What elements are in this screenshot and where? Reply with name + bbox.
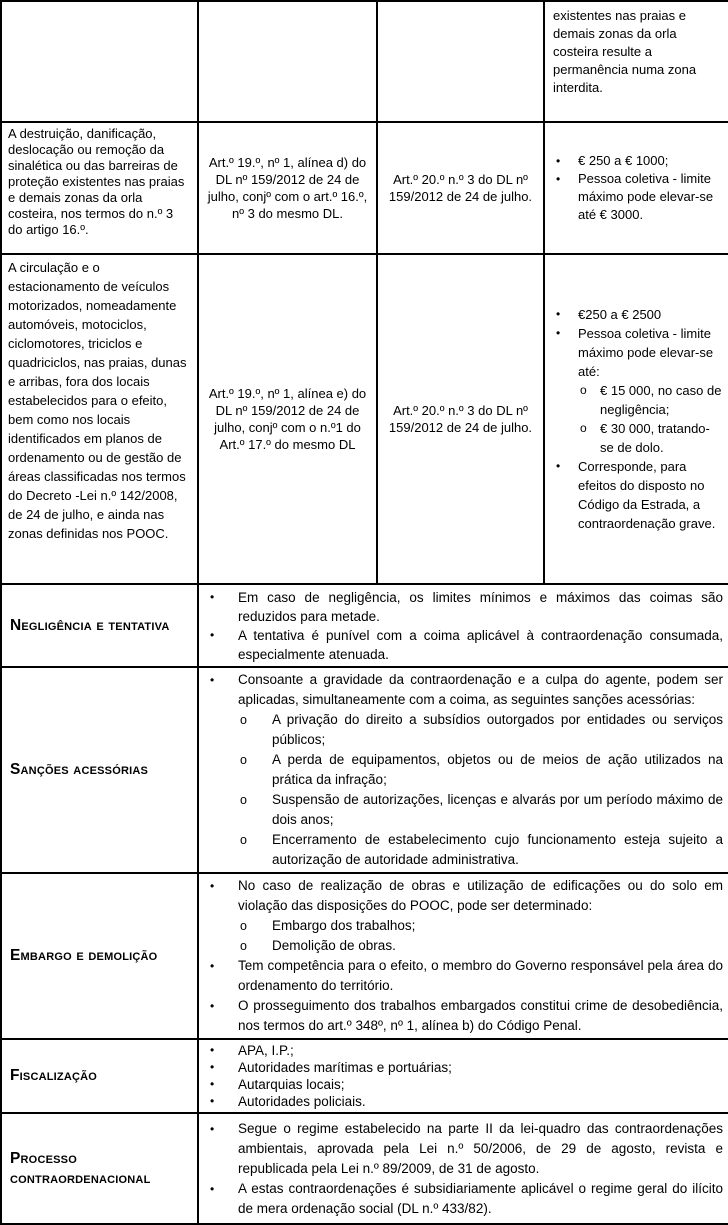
disc-bullet-icon: •	[210, 1181, 215, 1196]
bullet-item	[204, 876, 723, 916]
section-content-cell	[198, 1039, 728, 1113]
fine-bullet-list	[550, 305, 723, 533]
bullet-item	[550, 170, 723, 224]
bullet-text: € 30 000, tratando-se de dolo.	[600, 421, 710, 455]
disc-bullet-icon: •	[556, 459, 561, 473]
bullet-item	[550, 305, 723, 324]
section-row-fiscalizacao	[1, 1039, 728, 1113]
disc-bullet-icon: •	[210, 1043, 215, 1057]
bullet-text: A privação do direito a subsídios outorgados por entidades ou serviços públicos;	[272, 712, 723, 747]
conduct-cell	[1, 122, 198, 254]
bullet-text: Autoridades marítimas e portuárias;	[238, 1060, 452, 1075]
bullet-item	[204, 1076, 723, 1093]
section-label: Negligência e tentativa	[1, 584, 198, 667]
bullet-text: APA, I.P.;	[238, 1043, 294, 1058]
bullet-item	[204, 916, 723, 936]
bullet-item	[204, 996, 723, 1036]
circle-bullet-icon: o	[240, 919, 247, 933]
bullet-text: Corresponde, para efeitos do disposto no Código da Estrada, a contraordenação grave.	[578, 459, 716, 531]
bullet-item	[204, 710, 723, 750]
section-row-embargo-demolicao	[1, 873, 728, 1039]
section-label: Sanções acessórias	[1, 667, 198, 873]
section-content-cell	[198, 584, 728, 667]
bullet-text: Consoante a gravidade da contraordenação e a culpa do agente, podem ser aplicadas, simultaneamente com a coima, as seguintes sanções acessórias:	[238, 672, 723, 707]
bullet-text: Pessoa coletiva - limite máximo pode elevar-se até € 3000.	[578, 171, 714, 222]
bullet-item	[204, 1059, 723, 1076]
sanction-norm-cell	[377, 254, 544, 584]
disc-bullet-icon: •	[210, 879, 215, 893]
bullet-text: Embargo dos trabalhos;	[272, 918, 416, 933]
legal-basis-cell	[198, 122, 377, 254]
bullet-text: Autoridades policiais.	[238, 1094, 366, 1109]
circle-bullet-icon: o	[240, 753, 247, 767]
fine-bullet-list	[550, 152, 723, 224]
table-row-continuation	[1, 1, 728, 122]
circle-bullet-icon: o	[240, 793, 247, 807]
table-row-infraction	[1, 254, 728, 584]
bullet-text: Segue o regime estabelecido na parte II da lei-quadro das contraordenações ambientais, aprovada pela Lei n.º 50/2006, de 29 de agosto, revista e republicada pela Lei n.º 89/2009, de 31 de agosto.	[238, 1120, 723, 1176]
sanction-norm-cell-empty	[377, 1, 544, 122]
disc-bullet-icon: •	[556, 172, 561, 186]
bullet-text: Pessoa coletiva - limite máximo pode elevar-se até:	[578, 326, 714, 379]
disc-bullet-icon: •	[210, 673, 215, 687]
bullet-item	[204, 1179, 723, 1219]
bullet-item	[550, 324, 723, 381]
section-label: Embargo e demolição	[1, 873, 198, 1039]
section-bullet-list	[204, 1119, 723, 1219]
disc-bullet-icon: •	[556, 154, 561, 168]
section-bullet-list	[204, 588, 723, 664]
bullet-item	[204, 1042, 723, 1059]
bullet-item	[204, 588, 723, 626]
section-row-processo-contraordenacional	[1, 1113, 728, 1224]
disc-bullet-icon: •	[556, 307, 561, 321]
sanction-norm-text: Art.º 20.º n.º 3 do DL nº 159/2012 de 24 de julho.	[388, 172, 533, 204]
bullet-text: € 15 000, no caso de negligência;	[600, 383, 722, 417]
disc-bullet-icon: •	[210, 1060, 215, 1074]
bullet-item	[204, 956, 723, 996]
section-content-cell	[198, 873, 728, 1039]
fine-cell	[544, 122, 728, 254]
bullet-text: Tem competência para o efeito, o membro do Governo responsável pela área do ordenamento do território.	[238, 958, 723, 993]
bullet-text: Demolição de obras.	[272, 938, 396, 953]
section-bullet-list	[204, 670, 723, 870]
sanction-norm-text: Art.º 20.º n.º 3 do DL nº 159/2012 de 24 de julho.	[388, 403, 533, 435]
sanction-norm-cell	[377, 122, 544, 254]
bullet-text: Encerramento de estabelecimento cujo funcionamento esteja sujeito a autorização de autoridade administrativa.	[272, 832, 723, 867]
bullet-item	[204, 1093, 723, 1110]
legal-basis-text: Art.º 19.º, nº 1, alínea d) do DL nº 159/2012 de 24 de julho, conjº com o art.º 16.º, nº 3 do mesmo DL.	[207, 155, 368, 221]
bullet-item	[550, 419, 723, 457]
disc-bullet-icon: •	[210, 1121, 215, 1136]
bullet-text: O prosseguimento dos trabalhos embargados constitui crime de desobediência, nos termos do art.º 348º, nº 1, alínea b) do Código Penal.	[238, 998, 723, 1033]
section-content-cell	[198, 1113, 728, 1224]
section-content-cell	[198, 667, 728, 873]
fine-cell	[544, 1, 728, 122]
circle-bullet-icon: o	[240, 713, 247, 727]
bullet-item	[204, 670, 723, 710]
legal-basis-cell	[198, 254, 377, 584]
fine-cell	[544, 254, 728, 584]
bullet-text: €250 a € 2500	[578, 307, 662, 322]
bullet-item	[204, 790, 723, 830]
conduct-cell-empty	[1, 1, 198, 122]
disc-bullet-icon: •	[210, 999, 215, 1013]
section-label: Processo contraordenacional	[1, 1113, 198, 1224]
bullet-item	[204, 936, 723, 956]
bullet-text: Autarquias locais;	[238, 1077, 345, 1092]
disc-bullet-icon: •	[210, 627, 215, 642]
section-row-sancoes-acessorias	[1, 667, 728, 873]
legal-basis-cell-empty	[198, 1, 377, 122]
disc-bullet-icon: •	[210, 589, 215, 604]
circle-bullet-icon: o	[240, 833, 247, 847]
disc-bullet-icon: •	[210, 1094, 215, 1108]
circle-bullet-icon: o	[580, 383, 587, 397]
disc-bullet-icon: •	[556, 326, 561, 340]
conduct-text: A destruição, danificação, deslocação ou remoção da sinalética ou das barreiras de proteção existentes nas praias e demais zonas da orla costeira, nos termos do n.º 3 do artigo 16.º.	[8, 126, 185, 237]
bullet-text: No caso de realização de obras e utilização de edificações ou do solo em violação das disposições do POOC, pode ser determinado:	[238, 878, 723, 913]
bullet-item	[204, 830, 723, 870]
bullet-text: € 250 a € 1000;	[578, 153, 669, 168]
section-row-negligencia	[1, 584, 728, 667]
bullet-text: A perda de equipamentos, objetos ou de meios de ação utilizados na prática da infração;	[272, 752, 723, 787]
conduct-cell	[1, 254, 198, 584]
table-row-infraction	[1, 122, 728, 254]
legal-basis-text: Art.º 19.º, nº 1, alínea e) do DL nº 159/2012 de 24 de julho, conjº com o n.º1 do Art.º 17.º do mesmo DL	[208, 386, 367, 452]
bullet-item	[550, 457, 723, 533]
bullet-item	[204, 1119, 723, 1179]
bullet-text: A tentativa é punível com a coima aplicável à contraordenação consumada, especialmente atenuada.	[238, 627, 723, 662]
bullet-text: Suspensão de autorizações, licenças e alvarás por um período máximo de dois anos;	[272, 792, 723, 827]
bullet-item	[550, 152, 723, 170]
bullet-text: Em caso de negligência, os limites mínimos e máximos das coimas são reduzidos para metade.	[238, 589, 723, 624]
conduct-text: A circulação e o estacionamento de veículos motorizados, nomeadamente automóveis, motociclos, ciclomotores, triciclos e quadriciclos, nas praias, dunas e arribas, fora dos locais estabelecidos para o efeito, bem como nos locais identificados em planos de ordenamento ou de gestão de áreas classificadas nos termos do Decreto -Lei n.º 142/2008, de 24 de julho, e ainda nas zonas definidas nos POOC.	[8, 260, 187, 541]
bullet-text: A estas contraordenações é subsidiariamente aplicável o regime geral do ilícito de mera ordenação social (DL n.º 433/82).	[238, 1180, 723, 1216]
disc-bullet-icon: •	[210, 959, 215, 973]
section-bullet-list	[204, 876, 723, 1036]
bullet-item	[204, 626, 723, 664]
section-bullet-list	[204, 1042, 723, 1110]
circle-bullet-icon: o	[580, 421, 587, 435]
fine-continuation-text: existentes nas praias e demais zonas da orla costeira resulte a permanência numa zona interdita.	[553, 8, 697, 95]
disc-bullet-icon: •	[210, 1077, 215, 1091]
section-label: Fiscalização	[1, 1039, 198, 1113]
bullet-item	[204, 750, 723, 790]
bullet-item	[550, 381, 723, 419]
circle-bullet-icon: o	[240, 939, 247, 953]
